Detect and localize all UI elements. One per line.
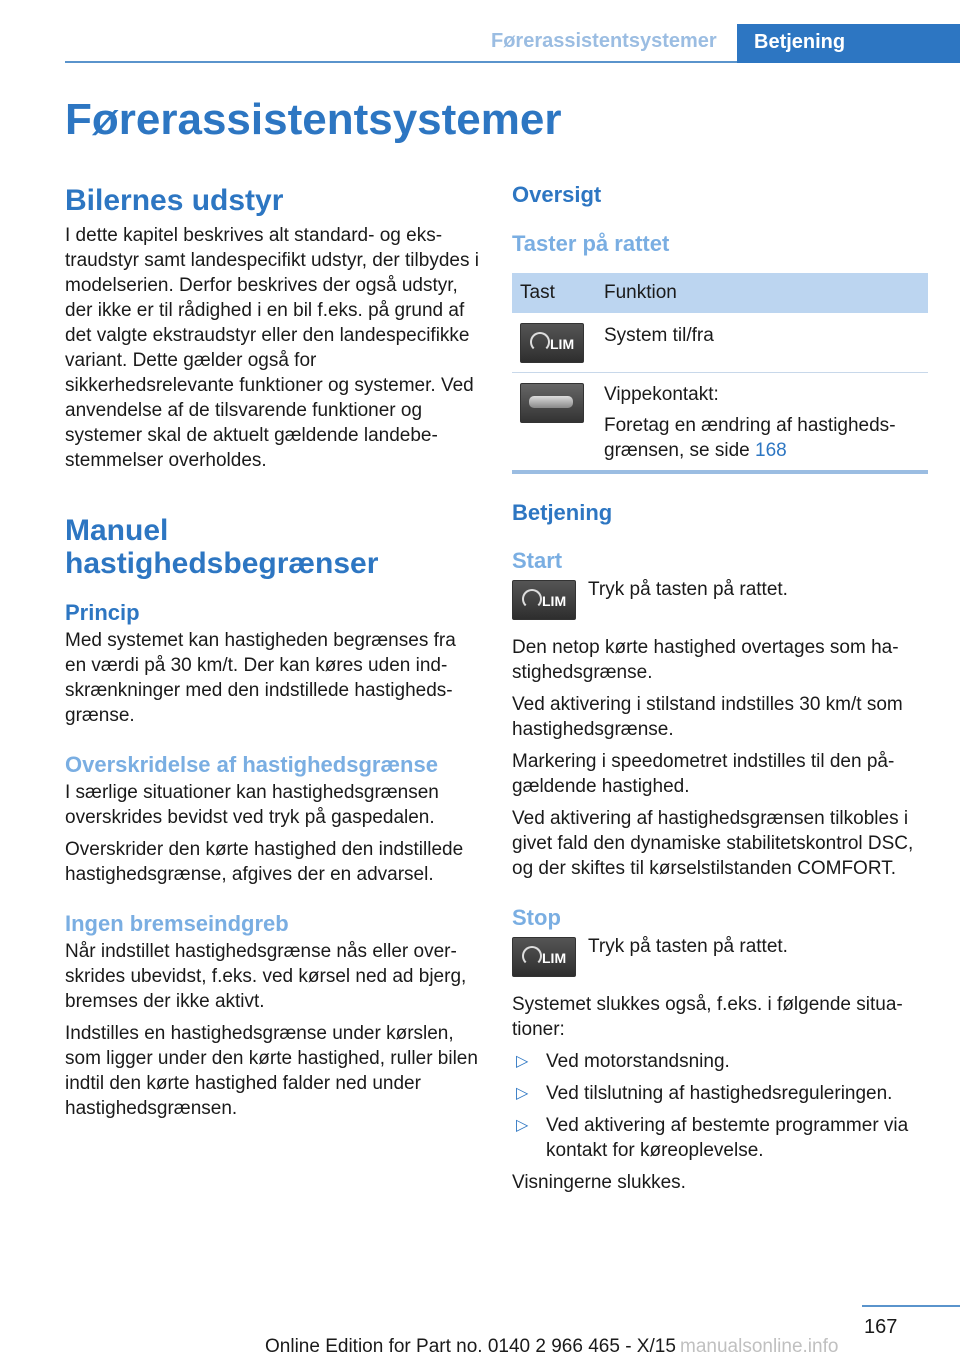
table-row [512,373,928,470]
stop-action: Tryk på tasten på rattet. [588,936,788,957]
princip-text: Med systemet kan hastigheden begrænses fra en værdi på 30 km/t. Der kan køres uden indskrænkninger med den indstillede hastighedsgrænse. [65,630,456,726]
speed-arc-icon [522,946,542,966]
oversigt-heading: Oversigt [512,182,602,207]
start-text-1: Den netop kørte hastighed overtages som hastighedsgrænse. [512,637,899,683]
section-title-manuel [65,514,481,580]
bremse-text-1: Når indstillet hastighedsgrænse nås eller overskrides ubevidst, f.eks. ved kørsel ned ad bjerg, bremses der ikke aktivt. [65,941,467,1012]
triangle-bullet-icon: ▷ [516,1085,529,1102]
betjening-heading: Betjening [512,500,613,525]
watermark: manualsonline.info [680,1336,839,1357]
row2-function-text: Foretag en ændring af hastighedsgrænsen, se side 168 [604,415,896,461]
bremse-heading: Ingen bremseindgreb [65,911,289,936]
stop-instruction [512,937,928,977]
edition-text: Online Edition for Part no. 0140 2 966 465 - X/15 [265,1336,676,1357]
overskridelse-text-1: I særlige situationer kan hastighedsgrænsen overskrides bevidst ved tryk på gaspedalen. [65,782,439,828]
table-header-funktion: Funktion [604,282,677,303]
list-item: ▷ Ved motorstandsning. [516,1051,730,1072]
row2-function-title: Vippekontakt: [604,384,719,405]
key-table [512,273,928,474]
list-item: ▷ Ved tilslutning af hastighedsreguleringen. [516,1083,893,1104]
right-column [512,182,928,1195]
header-tab[interactable] [737,24,960,63]
overskridelse-text-2: Overskrider den kørte hastighed den indstillede hastighedsgrænse, afgives der en advarsel. [65,839,464,885]
taster-heading: Taster på rattet [512,231,670,256]
stop-heading: Stop [512,905,561,930]
start-text-4: Ved aktivering af hastighedsgrænsen tilkobles i givet fald den dynamiske stabilitetskontrol DSC, og der skiftes til kørselstilstanden COMFORT. [512,808,914,879]
speed-arc-icon [530,332,550,352]
page-title: Førerassistentsystemer [65,95,562,144]
footer-rule [862,1305,960,1307]
lim-button-icon: LIM [512,580,576,620]
start-text-2: Ved aktivering i stilstand indstilles 30 km/t som hastighedsgrænse. [512,694,903,740]
bremse-text-2: Indstilles en hastighedsgrænse under kørslen, som ligger under den kørte hastighed, ruller bilen indtil den kørte hastighed falder ned under hastighedsgrænsen. [65,1023,478,1119]
section-title-line2: hastighedsbegrænser [65,547,379,580]
princip-heading: Princip [65,600,140,625]
table-row [512,313,928,373]
table-header-tast: Tast [520,282,555,303]
stop-end-text: Visningerne slukkes. [512,1172,686,1193]
stop-text-1: Systemet slukkes også, f.eks. i følgende situationer: [512,994,903,1040]
header-tab-label: Betjening [754,31,846,53]
header-section: Førerassistentsystemer [491,30,717,52]
speed-arc-icon [522,589,542,609]
left-column [65,184,481,1121]
list-item: ▷ Ved aktivering af bestemte programmer via kontakt for køreoplevelse. [516,1115,909,1161]
start-text-3: Markering i speedometret indstilles til den pågældende hastighed. [512,751,895,797]
triangle-bullet-icon: ▷ [516,1053,529,1070]
page-link-168[interactable]: 168 [755,440,787,461]
lim-button-icon: LIM [512,937,576,977]
section-title-line1: Manuel [65,514,169,547]
triangle-bullet-icon: ▷ [516,1117,529,1134]
stop-list [512,1049,928,1163]
row1-function: System til/fra [604,325,714,346]
table-header [512,273,928,313]
section-title-udstyr: Bilernes udstyr [65,184,284,217]
overskridelse-heading: Overskridelse af hastighedsgrænse [65,752,438,777]
start-instruction [512,580,928,620]
start-action: Tryk på tasten på rattet. [588,579,788,600]
rocker-switch-icon [520,383,584,423]
lim-button-icon: LIM [520,323,584,363]
udstyr-text: I dette kapitel beskrives alt standard- og ekstraudstyr samt landespecifikt udstyr, der tilbydes i modelserien. Derfor beskrives der også udstyr, der ikke er til rådighed i en bil f.eks. på grund af det valgte ekstraudstyr eller den landespecifikke variant. Dette gælder også for sikkerhedsrelevante funktioner og systemer. Ved anvendelse af de tilsvarende funktioner og systemer skal de aktuelt gældende landebestemmelser overholdes. [65,225,479,471]
page-number: 167 [864,1316,898,1338]
start-heading: Start [512,548,563,573]
